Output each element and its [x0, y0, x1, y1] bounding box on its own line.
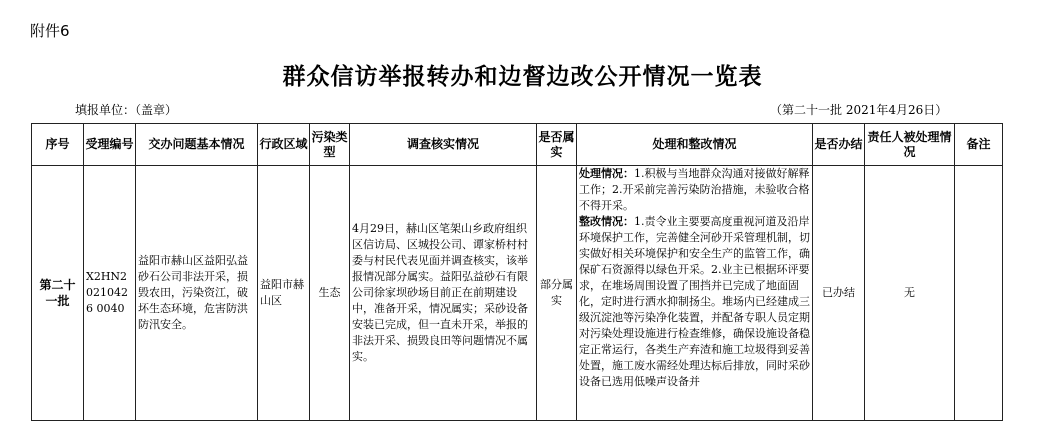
header-handling: 处理和整改情况 [577, 124, 813, 166]
handling-label-2: 整改情况： [579, 215, 634, 228]
header-region: 行政区域 [258, 124, 310, 166]
cell-accept-no: X2HN20210426 0040 [84, 166, 136, 421]
report-table [31, 123, 1003, 421]
fill-unit: 填报单位：（盖章） [75, 103, 178, 117]
header-seq: 序号 [32, 124, 84, 166]
header-responsible: 责任人被处理情况 [865, 124, 955, 166]
cell-pollution: 生态 [310, 166, 350, 421]
batch-info: （第二十一批 2021年4月26日） [770, 103, 948, 117]
cell-is-true: 部分属实 [537, 166, 577, 421]
header-remark: 备注 [955, 124, 1003, 166]
table-row [32, 166, 1003, 421]
handling-paragraph-1 [579, 166, 810, 214]
cell-remark [955, 166, 1003, 421]
handling-paragraph-2 [579, 214, 810, 390]
cell-handling [577, 166, 813, 421]
handling-label-1: 处理情况： [579, 167, 634, 180]
handling-text-1: 1.积极与当地群众沟通对接做好解释工作；2.开采前完善污染防治措施，未验收合格不得开采。 [579, 167, 810, 212]
header-row [32, 124, 1003, 166]
header-closed: 是否办结 [813, 124, 865, 166]
header-issue: 交办问题基本情况 [136, 124, 258, 166]
cell-issue: 益阳市赫山区益阳弘益砂石公司非法开采，损毁农田，污染资江，破坏生态环境，危害防洪防汛安全。 [136, 166, 258, 421]
cell-closed: 已办结 [813, 166, 865, 421]
header-investigation: 调查核实情况 [350, 124, 537, 166]
attachment-label: 附件6 [30, 22, 70, 40]
cell-investigation: 4月29日，赫山区笔架山乡政府组织区信访局、区城投公司、谭家桥村村委与村民代表见面并调查核实，该举报情况部分属实。益阳弘益砂石有限公司徐家坝砂场目前正在前期建设中，准备开采，情况属实；采砂设备安装已完成，但一直未开采，举报的非法开采、损毁良田等问题情况不属实。 [350, 166, 537, 421]
handling-text-2: 1.责令业主要要高度重视河道及沿岸环境保护工作，完善健全河砂开采管理机制，切实做好相关环境保护和安全生产的监管工作，确保矿石资源得以绿色开采。2.业主已根据环评要求，在堆场周围设置了围挡并已完成了地面固化，定时进行洒水抑制扬尘。堆场内已经建成三级沉淀池等污染净化装置，并配备专职人员定期对污染处理设施进行检查维修，确保设施设备稳定正常运行，各类生产弃渣和施工垃圾得到妥善处置，施工废水需经处理达标后排放，同时采砂设备已选用低噪声设备并 [579, 215, 810, 388]
header-accept-no: 受理编号 [84, 124, 136, 166]
cell-region: 益阳市赫山区 [258, 166, 310, 421]
cell-seq: 第二十一批 [32, 166, 84, 421]
header-pollution: 污染类型 [310, 124, 350, 166]
cell-responsible: 无 [865, 166, 955, 421]
page-title: 群众信访举报转办和边督边改公开情况一览表 [282, 63, 763, 90]
header-is-true: 是否属实 [537, 124, 577, 166]
